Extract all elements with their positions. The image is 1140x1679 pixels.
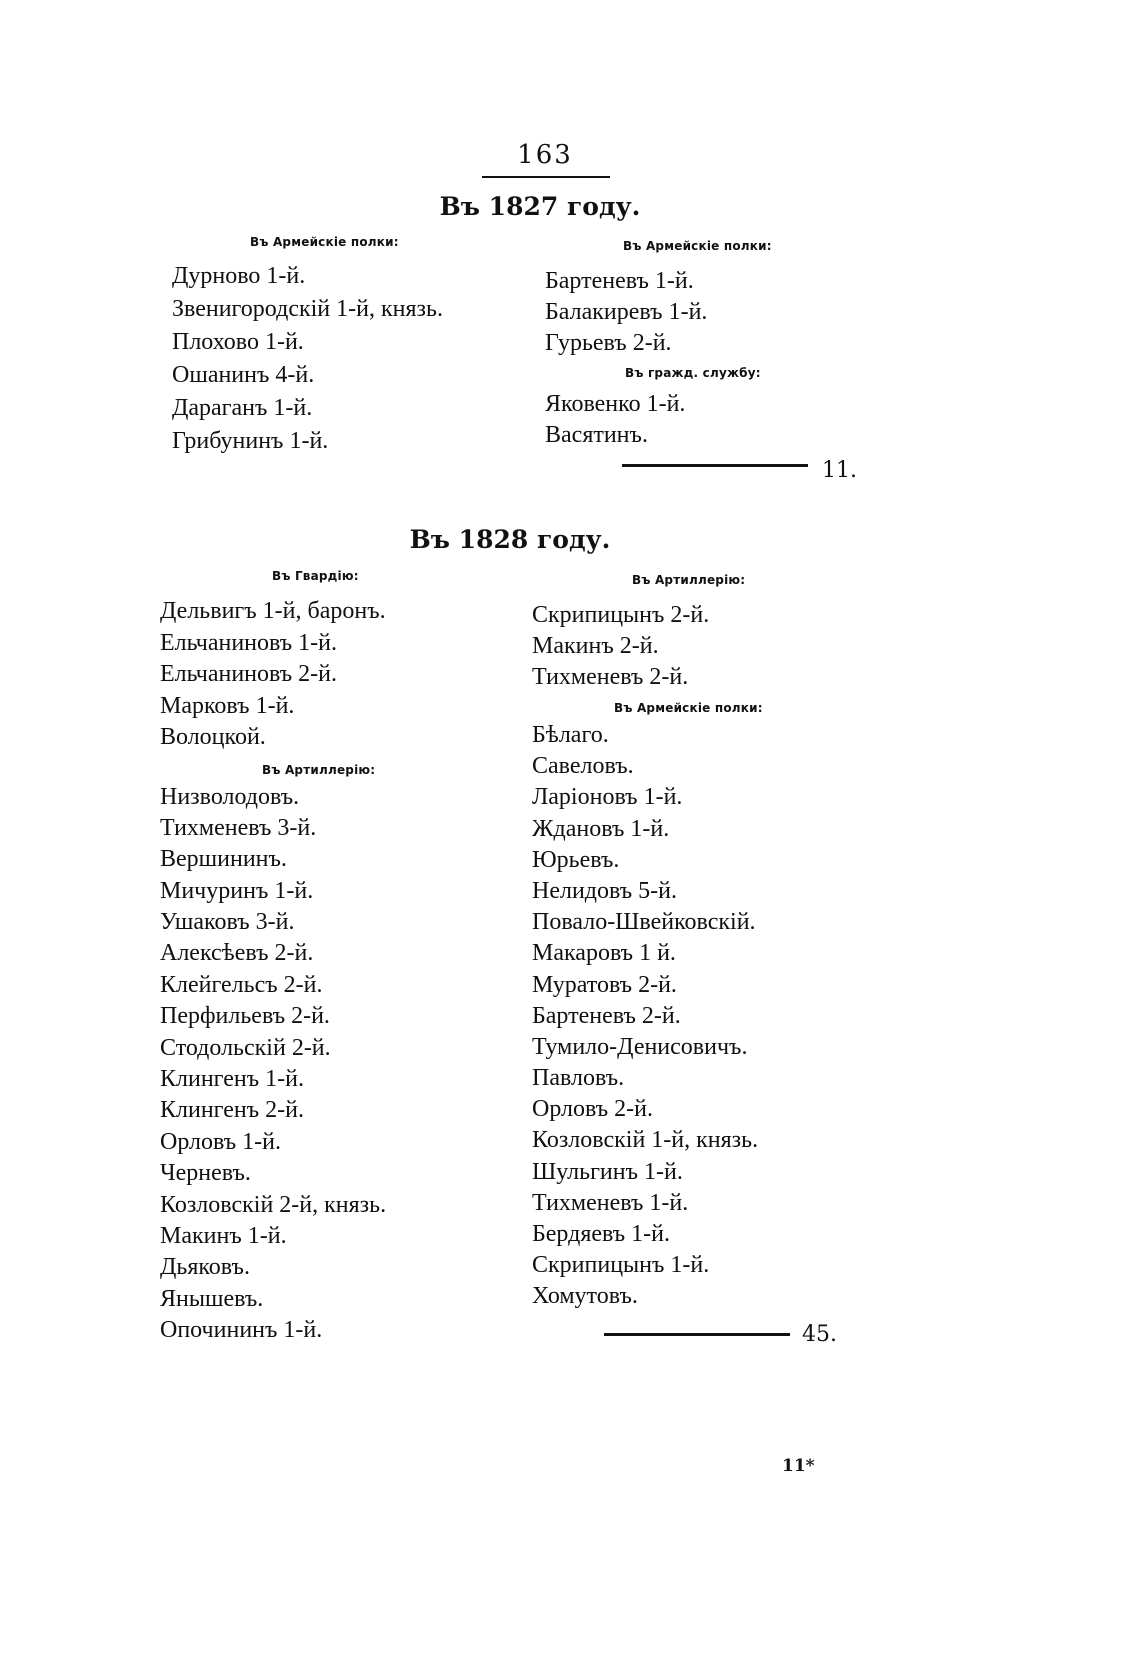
- list-item: Юрьевъ.: [532, 846, 620, 873]
- list-item: Марковъ 1-й.: [160, 692, 295, 719]
- list-item: Шульгинъ 1-й.: [532, 1158, 683, 1185]
- list-item: Янышевъ.: [160, 1285, 264, 1312]
- list-item: Балакиревъ 1-й.: [545, 299, 708, 325]
- column-1827-right: [545, 236, 772, 451]
- list-item: Нелидовъ 5-й.: [532, 877, 677, 904]
- list-item: Звенигородскій 1-й, князь.: [172, 296, 443, 322]
- total-rule-1827: [622, 464, 808, 467]
- year-heading-1827: Въ 1827 году.: [439, 192, 641, 221]
- list-item: Макинъ 2-й.: [532, 633, 659, 659]
- list-item: Макинъ 1-й.: [160, 1222, 287, 1249]
- list-item: Ельчаниновъ 2-й.: [160, 661, 337, 687]
- list-item: Орловъ 2-й.: [532, 1096, 653, 1123]
- list-item: Павловъ.: [532, 1065, 625, 1092]
- list-item: Опочининъ 1-й.: [160, 1317, 323, 1344]
- list-item: Бердяевъ 1-й.: [532, 1221, 670, 1247]
- list-item: Муратовъ 2-й.: [532, 971, 677, 998]
- subheading-1828-army: Въ Армейскіе полки:: [614, 701, 763, 715]
- list-item: Вершининъ.: [160, 846, 287, 873]
- list-item: Бартеневъ 1-й.: [545, 268, 694, 294]
- list-item: Дараганъ 1-й.: [172, 395, 313, 421]
- subheading-1827-army-left: Въ Армейскіе полки:: [250, 235, 399, 249]
- list-item: Низволодовъ.: [160, 783, 300, 810]
- list-item: Яковенко 1-й.: [545, 391, 686, 417]
- subheading-1828-artillery-left: Въ Артиллерію:: [262, 762, 376, 777]
- year-heading-1828: Въ 1828 году.: [409, 525, 611, 554]
- list-item: Ждановъ 1-й.: [532, 815, 670, 842]
- list-item: Волоцкой.: [160, 724, 266, 750]
- column-1828-right: [532, 570, 763, 1313]
- list-item: Козловскій 2-й, князь.: [160, 1191, 387, 1218]
- list-item: Хомутовъ.: [532, 1283, 638, 1310]
- total-rule-1828: [604, 1333, 790, 1336]
- subheading-1827-army-right: Въ Армейскіе полки:: [623, 239, 772, 253]
- list-item: Ларіоновъ 1-й.: [532, 784, 683, 811]
- list-item: Ошанинъ 4-й.: [172, 362, 315, 388]
- list-item: Плохово 1-й.: [172, 329, 304, 355]
- subheading-1827-civil: Въ гражд. службу:: [625, 366, 761, 380]
- list-item: Гурьевъ 2-й.: [545, 330, 672, 356]
- signature-mark: 11*: [782, 1456, 815, 1476]
- list-item: Дельвигъ 1-й, баронъ.: [160, 598, 386, 624]
- list-item: Перфильевъ 2-й.: [160, 1003, 330, 1030]
- list-item: Тумило-Денисовичъ.: [532, 1033, 748, 1060]
- list-item: Мичуринъ 1-й.: [160, 877, 314, 904]
- list-item: Стодольскій 2-й.: [160, 1034, 331, 1061]
- page-number: 163: [517, 140, 573, 170]
- list-item: Ушаковъ 3-й.: [160, 909, 295, 936]
- list-item: Грибунинъ 1-й.: [172, 428, 329, 454]
- list-item: Дурново 1-й.: [172, 263, 306, 289]
- total-1828: 45.: [802, 1322, 837, 1347]
- list-item: Тихменевъ 1-й.: [532, 1189, 689, 1216]
- list-item: Клингенъ 1-й.: [160, 1066, 304, 1093]
- list-item: Бартеневъ 2-й.: [532, 1002, 681, 1029]
- list-item: Тихменевъ 2-й.: [532, 664, 689, 690]
- subheading-1828-guard: Въ Гвардію:: [272, 569, 359, 583]
- list-item: Повало-Швейковскій.: [532, 909, 756, 936]
- list-item: Черневъ.: [160, 1160, 251, 1187]
- list-item: Клингенъ 2-й.: [160, 1097, 304, 1124]
- list-item: Клейгельсъ 2-й.: [160, 971, 323, 998]
- column-1827-left: [172, 232, 443, 458]
- page-number-rule: [482, 176, 610, 178]
- list-item: Тихменевъ 3-й.: [160, 814, 317, 841]
- list-item: Дьяковъ.: [160, 1254, 250, 1281]
- list-item: Орловъ 1-й.: [160, 1128, 281, 1155]
- subheading-1828-artillery-right: Въ Артиллерію:: [632, 573, 746, 587]
- list-item: Бѣлаго.: [532, 722, 609, 748]
- list-item: Алексѣевъ 2-й.: [160, 940, 314, 967]
- list-item: Савеловъ.: [532, 753, 634, 780]
- list-item: Скрипицынъ 1-й.: [532, 1252, 710, 1279]
- list-item: Козловскій 1-й, князь.: [532, 1127, 759, 1154]
- column-1828-left: [160, 566, 386, 1347]
- list-item: Макаровъ 1 й.: [532, 940, 676, 967]
- list-item: Ельчаниновъ 1-й.: [160, 629, 337, 656]
- list-item: Скрипицынъ 2-й.: [532, 602, 710, 628]
- list-item: Васятинъ.: [545, 422, 648, 448]
- total-1827: 11.: [822, 458, 857, 483]
